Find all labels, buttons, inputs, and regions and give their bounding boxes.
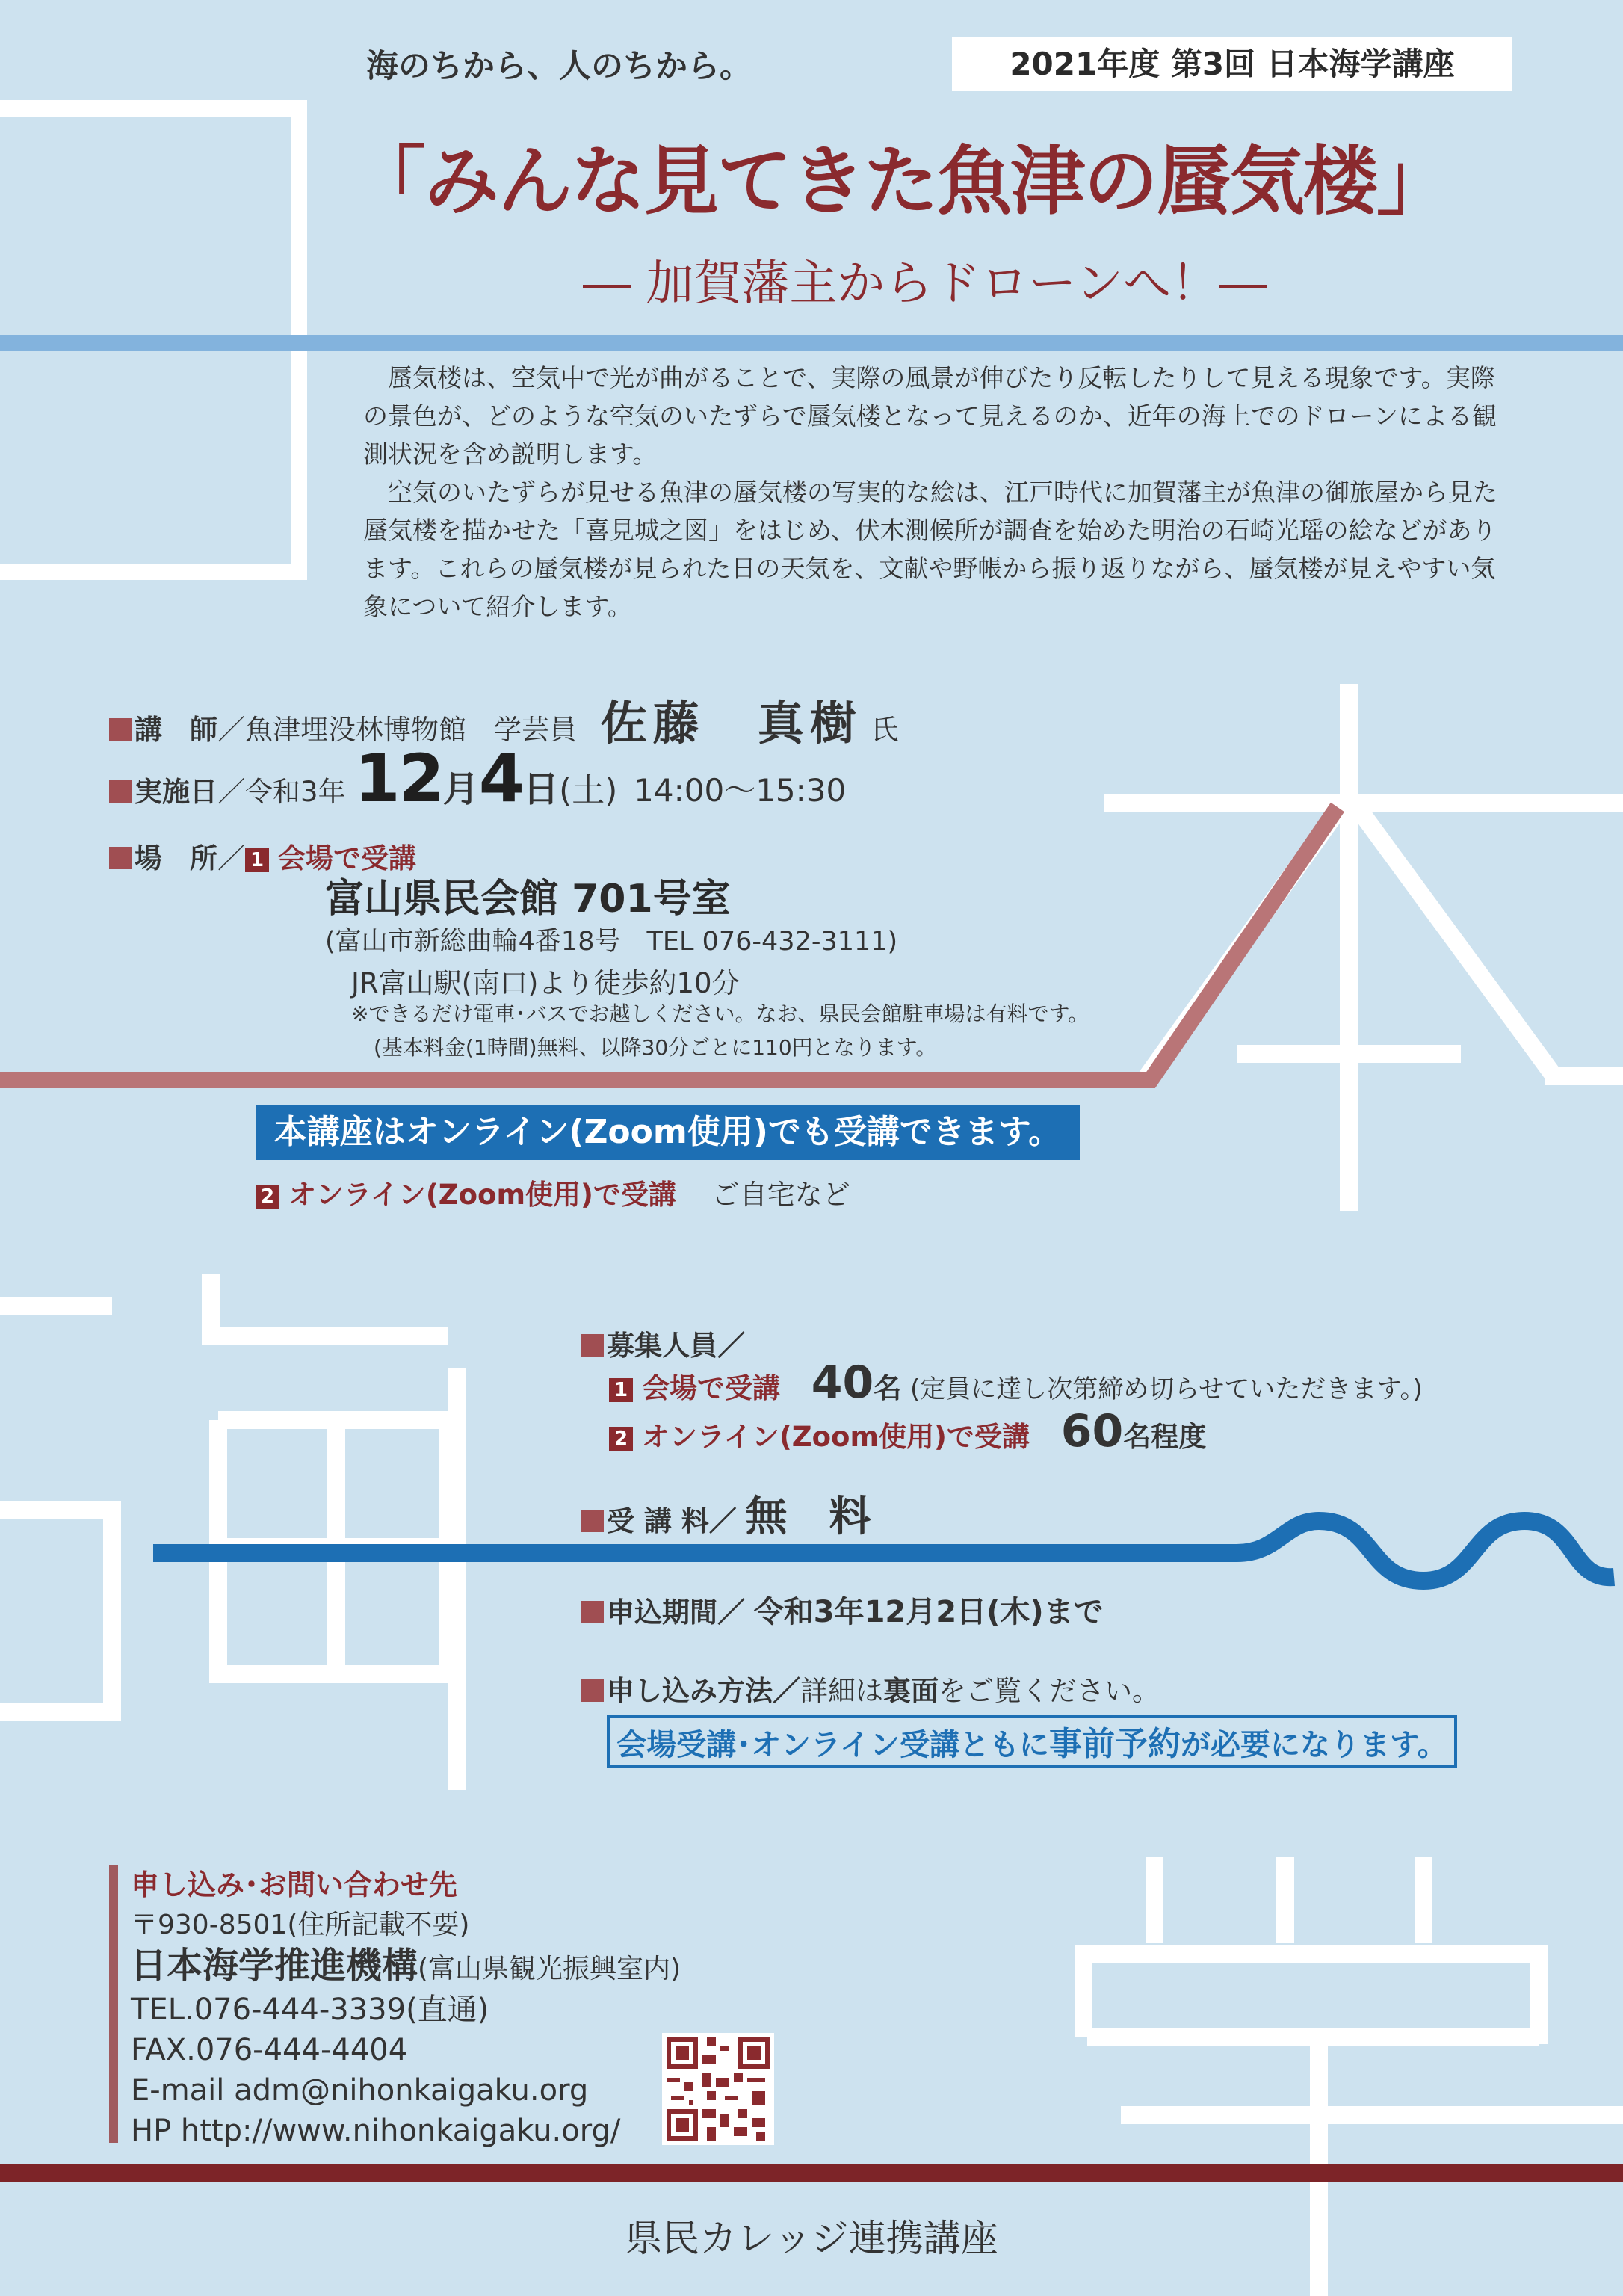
method-label: 申し込み方法／ — [607, 1675, 800, 1707]
bullet-square-icon — [581, 1510, 604, 1532]
contact-org-row — [131, 1945, 681, 1990]
contact-tel: TEL.076-444-3339(直通) — [131, 1993, 489, 2027]
bullet-square-icon — [581, 1601, 604, 1623]
booking-text: が必要になります。 — [1181, 1728, 1447, 1762]
date-row — [109, 740, 846, 817]
option-number-badge: 1 — [609, 1378, 633, 1402]
date-era: ／令和3年 — [217, 776, 346, 808]
capacity-online-label: オンライン(Zoom使用)で受講 — [642, 1421, 1030, 1453]
capacity-online-unit: 名程度 — [1123, 1421, 1207, 1453]
deadline-row — [581, 1588, 1104, 1631]
page-title: 「みんな見てきた魚津の蜃気楼」 — [351, 138, 1450, 225]
deadline-label: 申込期間／ — [607, 1596, 745, 1629]
bullet-square-icon — [109, 718, 132, 741]
capacity-online-count: 60 — [1060, 1405, 1124, 1457]
intro-paragraph: 空気のいたずらが見せる魚津の蜃気楼の写実的な絵は、江戸時代に加賀藩主が魚津の御旅屋から見た蜃気楼を描かせた「喜見城之図」をはじめ、伏木測候所が調査を始めた明治の石崎光瑶の絵などがあります。これらの蜃気楼が見られた日の天気を、文献や野帳から振り返りながら、蜃気楼が見えやすい気象について紹介します。 — [363, 478, 1497, 621]
online-option2: オンライン(Zoom使用)で受講 — [288, 1179, 676, 1211]
option-number-badge: 2 — [609, 1427, 633, 1451]
place-separator: ／ — [217, 842, 245, 874]
method-emphasis: 裏面 — [883, 1675, 939, 1707]
fee-value: 無 料 — [745, 1493, 871, 1541]
capacity-venue-count: 40 — [811, 1357, 874, 1409]
lecturer-name: 佐藤 真樹 — [600, 696, 862, 750]
capacity-online-row — [609, 1405, 1206, 1457]
method-row — [581, 1668, 1160, 1709]
booking-notice — [607, 1715, 1457, 1768]
contact-block — [131, 1865, 681, 2151]
contact-postal: 〒930-8501(住所記載不要) — [131, 1910, 470, 1940]
qr-code-icon[interactable] — [662, 2033, 774, 2145]
date-month-unit: 月 — [442, 768, 479, 810]
venue-note: (基本料金(1時間)無料、以降30分ごとに110円となります。 — [374, 1035, 937, 1060]
intro-text — [363, 359, 1518, 626]
place-option1: 会場で受講 — [278, 842, 416, 874]
option-number-badge: 2 — [256, 1185, 279, 1209]
hon-kanji-decoration — [1104, 684, 1623, 1211]
lecturer-honorific: 氏 — [871, 714, 899, 746]
fee-label: 受 講 料／ — [607, 1505, 737, 1537]
date-day-unit: 日 — [523, 768, 560, 810]
intro-paragraph: 蜃気楼は、空気中で光が曲がることで、実際の風景が伸びたり反転したりして見える現象です。実際の景色が、どのような空気のいたずらで蜃気楼となって見えるのか、近年の海上でのドローンによる観測状況を含め説明します。 — [363, 363, 1497, 469]
capacity-venue-row — [609, 1357, 1423, 1409]
contact-org-note: (富山県観光振興室内) — [418, 1954, 681, 1984]
contact-accent-bar — [109, 1865, 118, 2143]
bullet-square-icon — [581, 1679, 604, 1702]
place-label: 場 所 — [135, 842, 217, 874]
method-text: 詳細は — [800, 1675, 883, 1707]
online-banner: 本講座はオンライン(Zoom使用)でも受講できます。 — [256, 1105, 1080, 1160]
date-month: 12 — [354, 740, 443, 817]
capacity-venue-note: (定員に達し次第締め切らせていただきます。) — [910, 1374, 1423, 1404]
light-blue-band — [0, 335, 1623, 351]
bullet-square-icon — [109, 780, 132, 803]
date-weekday: (土) — [559, 771, 618, 809]
capacity-label: 募集人員／ — [607, 1330, 745, 1362]
contact-hp-link[interactable]: HP http://www.nihonkaigaku.org/ — [131, 2114, 621, 2148]
capacity-venue-label: 会場で受講 — [642, 1372, 780, 1404]
contact-org: 日本海学推進機構 — [131, 1945, 418, 1987]
method-text: をご覧ください。 — [939, 1675, 1160, 1707]
lecturer-affiliation: ／魚津埋没林博物館 学芸員 — [217, 714, 577, 746]
online-location: ご自宅など — [711, 1179, 850, 1211]
footer-text: 県民カレッジ連携講座 — [625, 2217, 998, 2260]
date-day: 4 — [478, 740, 524, 817]
contact-email[interactable]: E-mail adm@nihonkaigaku.org — [131, 2073, 589, 2108]
booking-emphasis: 事前予約 — [1049, 1725, 1181, 1763]
option-number-badge: 1 — [245, 848, 269, 872]
footer-bar — [0, 2164, 1623, 2182]
online-option-row — [256, 1172, 850, 1212]
series-label: 2021年度 第3回 日本海学講座 — [952, 37, 1512, 91]
venue-name: 富山県民会館 701号室 — [325, 877, 731, 922]
lecturer-label: 講 師 — [135, 714, 217, 746]
booking-text: 会場受講･オンライン受講ともに — [616, 1728, 1049, 1762]
date-label: 実施日 — [135, 776, 217, 808]
slogan: 海のちから、人のちから。 — [366, 48, 752, 85]
capacity-venue-unit: 名 — [874, 1372, 902, 1404]
page-subtitle: ― 加賀藩主からドローンへ！― — [583, 256, 1267, 312]
bullet-square-icon — [581, 1334, 604, 1357]
bullet-square-icon — [109, 847, 132, 869]
umi-kanji-decoration — [0, 1274, 457, 1790]
date-time: 14:00～15:30 — [634, 772, 847, 809]
deadline-value: 令和3年12月2日(木)まで — [753, 1595, 1104, 1629]
venue-address: (富山市新総曲輪4番18号 TEL 076-432-3111) — [325, 927, 898, 957]
venue-access: JR富山駅(南口)より徒歩約10分 — [351, 967, 740, 999]
blue-wave-line — [153, 1521, 1614, 1581]
contact-fax: FAX.076-444-4404 — [131, 2033, 408, 2067]
venue-note: ※できるだけ電車･バスでお越しください。なお、県民会館駐車場は有料です。 — [351, 1002, 1089, 1026]
fee-row — [581, 1484, 871, 1543]
contact-heading: 申し込み･お問い合わせ先 — [131, 1868, 458, 1901]
